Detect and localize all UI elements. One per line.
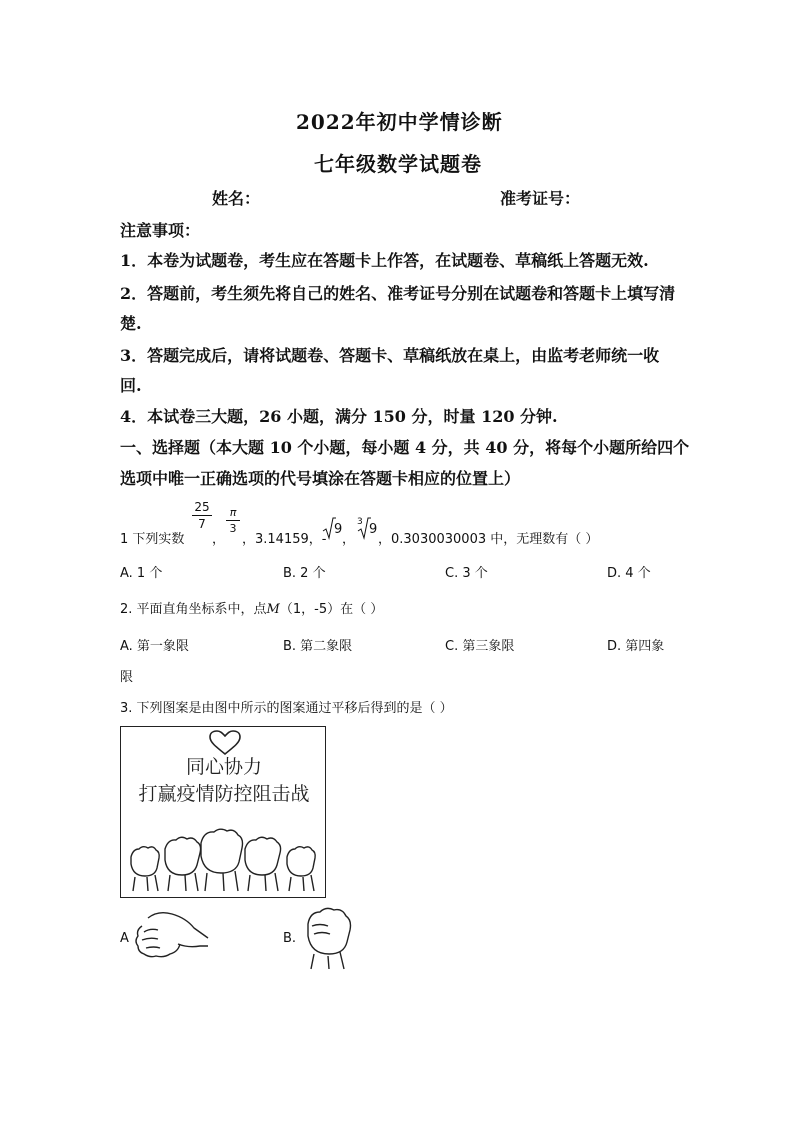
- q3-option-b-label: B.: [283, 931, 297, 946]
- fraction-25-7: [192, 500, 212, 531]
- q2-stem-suffix: （1，-5）在（ ）: [279, 602, 384, 617]
- q3-stem: 3. 下列图案是由图中所示的图案通过平移后得到的是（ ）: [120, 701, 453, 716]
- q1-separator: ，: [342, 532, 356, 547]
- q1-option-a: A. 1 个: [120, 566, 163, 581]
- notice-item-3-wrap: 回.: [120, 376, 142, 395]
- q2-point: M: [266, 602, 280, 617]
- fraction-numerator: π: [229, 506, 237, 519]
- notice-heading: 注意事项：: [120, 221, 201, 240]
- notice-item-2: 2．答题前，考生须先将自己的姓名、准考证号分别在试题卷和答题卡上填写清: [120, 284, 676, 303]
- sqrt-argument: 9: [334, 522, 343, 537]
- fraction-bar: [192, 515, 212, 516]
- q2-option-c: C. 第三象限: [445, 639, 515, 654]
- cbrt-argument: 9: [369, 522, 378, 537]
- exam-id-label: 准考证号：: [500, 189, 581, 208]
- fraction-numerator: 25: [194, 500, 210, 514]
- fraction-denominator: 7: [198, 517, 206, 531]
- q2-option-d: D. 第四象: [607, 639, 665, 654]
- fist-horizontal-icon: [130, 908, 212, 958]
- fraction-bar: [226, 520, 240, 521]
- name-label: 姓名：: [212, 189, 261, 208]
- q1-text-end: ，0.3030030003 中，无理数有（ ）: [378, 532, 599, 547]
- notice-item-3: 3．答题完成后，请将试题卷、答题卡、草稿纸放在桌上，由监考老师统一收: [120, 346, 660, 365]
- q1-option-d: D. 4 个: [607, 566, 651, 581]
- raised-fist-icon: [300, 906, 352, 970]
- exam-subtitle: 七年级数学试题卷: [314, 152, 482, 176]
- poster-line-1: 同心协力: [185, 756, 262, 778]
- fraction-denominator: 3: [229, 522, 237, 535]
- raised-fists-icon: [125, 827, 323, 893]
- notice-item-4: 4．本试卷三大题，26 小题，满分 150 分，时量 120 分钟.: [120, 407, 558, 426]
- q1-option-b: B. 2 个: [283, 566, 326, 581]
- poster-line-2: 打赢疫情防控阻击战: [138, 783, 310, 805]
- notice-item-2-wrap: 楚.: [120, 314, 142, 333]
- cbrt-index: 3: [357, 517, 363, 527]
- q1-option-c: C. 3 个: [445, 566, 488, 581]
- q2-stem: [120, 598, 383, 617]
- section-heading: 一、选择题（本大题 10 个小题，每小题 4 分，共 40 分，将每个小题所给四个: [120, 438, 690, 457]
- q2-stem-prefix: 2. 平面直角坐标系中，点: [120, 602, 267, 617]
- poster-figure: [120, 726, 326, 898]
- q2-option-b: B. 第二象限: [283, 639, 353, 654]
- q1-prefix: 1 下列实数: [120, 532, 185, 547]
- fraction-pi-3: [226, 506, 240, 535]
- q1-separator: ，: [212, 532, 226, 547]
- section-heading-wrap: 选项中唯一正确选项的代号填涂在答题卡相应的位置上）: [120, 469, 521, 488]
- q1-text-middle: ，3.14159，-: [242, 532, 327, 547]
- q2-option-d-wrap: 限: [120, 670, 134, 685]
- notice-item-1: 1．本卷为试题卷，考生应在答题卡上作答，在试题卷、草稿纸上答题无效.: [120, 251, 649, 270]
- exam-title: 2022年初中学情诊断: [296, 110, 503, 134]
- q2-option-a: A. 第一象限: [120, 639, 189, 654]
- q3-option-a-label: A: [120, 931, 129, 946]
